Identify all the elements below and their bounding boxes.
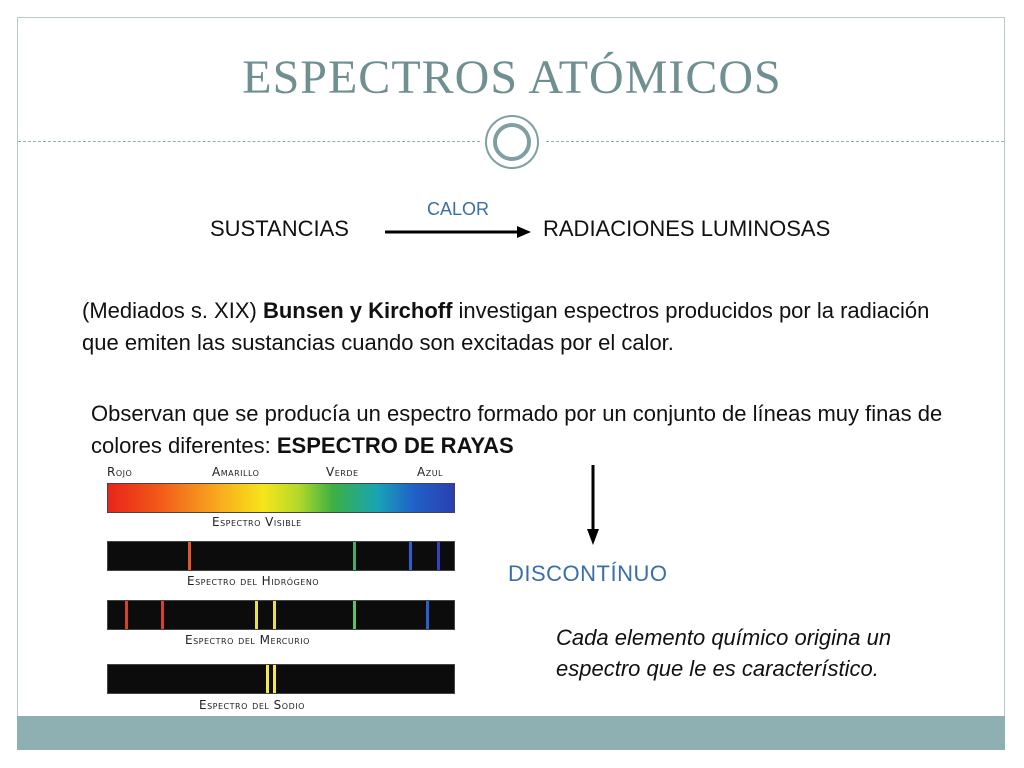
line-spectrum-term: ESPECTRO DE RAYAS: [276, 433, 514, 458]
color-label-yellow: Amarillo: [212, 465, 260, 479]
spectral-line: [273, 601, 276, 629]
reaction-condition: CALOR: [427, 199, 490, 219]
spectral-line: [125, 601, 128, 629]
spectral-line: [409, 542, 412, 570]
down-arrow-icon: [583, 463, 603, 548]
reaction-reactant: SUSTANCIAS: [210, 216, 349, 241]
mercury-spectrum-label: Espectro del Mercurio: [185, 633, 310, 647]
reaction-arrow-icon: [383, 222, 533, 242]
title-divider-right: [546, 141, 1004, 142]
spectral-line: [161, 601, 164, 629]
sodium-spectrum-band: [107, 664, 455, 694]
sodium-spectrum-label: Espectro del Sodio: [199, 698, 305, 712]
visible-spectrum-band: [107, 483, 455, 513]
scientists-names: Bunsen y Kirchoff: [262, 298, 453, 323]
conclusion-text: Cada elemento químico origina un espectro que le es característico.: [556, 625, 892, 681]
observation-text: Observan que se producía un espectro formado por un conjunto de líneas muy finas de colores diferentes:: [91, 401, 943, 458]
spectral-line: [353, 542, 356, 570]
color-label-green: Verde: [326, 465, 359, 479]
spectral-line: [437, 542, 440, 570]
footer-bar: [17, 716, 1005, 750]
hydrogen-spectrum-band: [107, 541, 455, 571]
spectral-line: [188, 542, 191, 570]
discontinuous-label: DISCONTÍNUO: [508, 561, 668, 586]
title-divider-left: [18, 141, 480, 142]
color-label-red: Rojo: [107, 465, 133, 479]
spectra-figure: [97, 463, 464, 718]
spectral-line: [426, 601, 429, 629]
slide-title: ESPECTROS ATÓMICOS: [242, 51, 782, 104]
spectral-line: [266, 665, 269, 693]
reaction-product: RADIACIONES LUMINOSAS: [543, 216, 831, 241]
spectral-line: [353, 601, 356, 629]
history-suffix: investigan espectros producidos por la radiación que emiten las sustancias cuando son excitadas por el calor.: [82, 298, 930, 355]
spectral-line: [273, 665, 276, 693]
visible-spectrum-label: Espectro Visible: [212, 515, 302, 529]
color-label-blue: Azul: [417, 465, 444, 479]
hydrogen-spectrum-label: Espectro del Hidrógeno: [187, 574, 320, 588]
history-paragraph: [82, 295, 972, 359]
history-prefix: (Mediados s. XIX): [82, 298, 263, 323]
ring-ornament-icon: [485, 115, 539, 169]
spectral-line: [255, 601, 258, 629]
observation-paragraph: [91, 398, 971, 462]
mercury-spectrum-band: [107, 600, 455, 630]
